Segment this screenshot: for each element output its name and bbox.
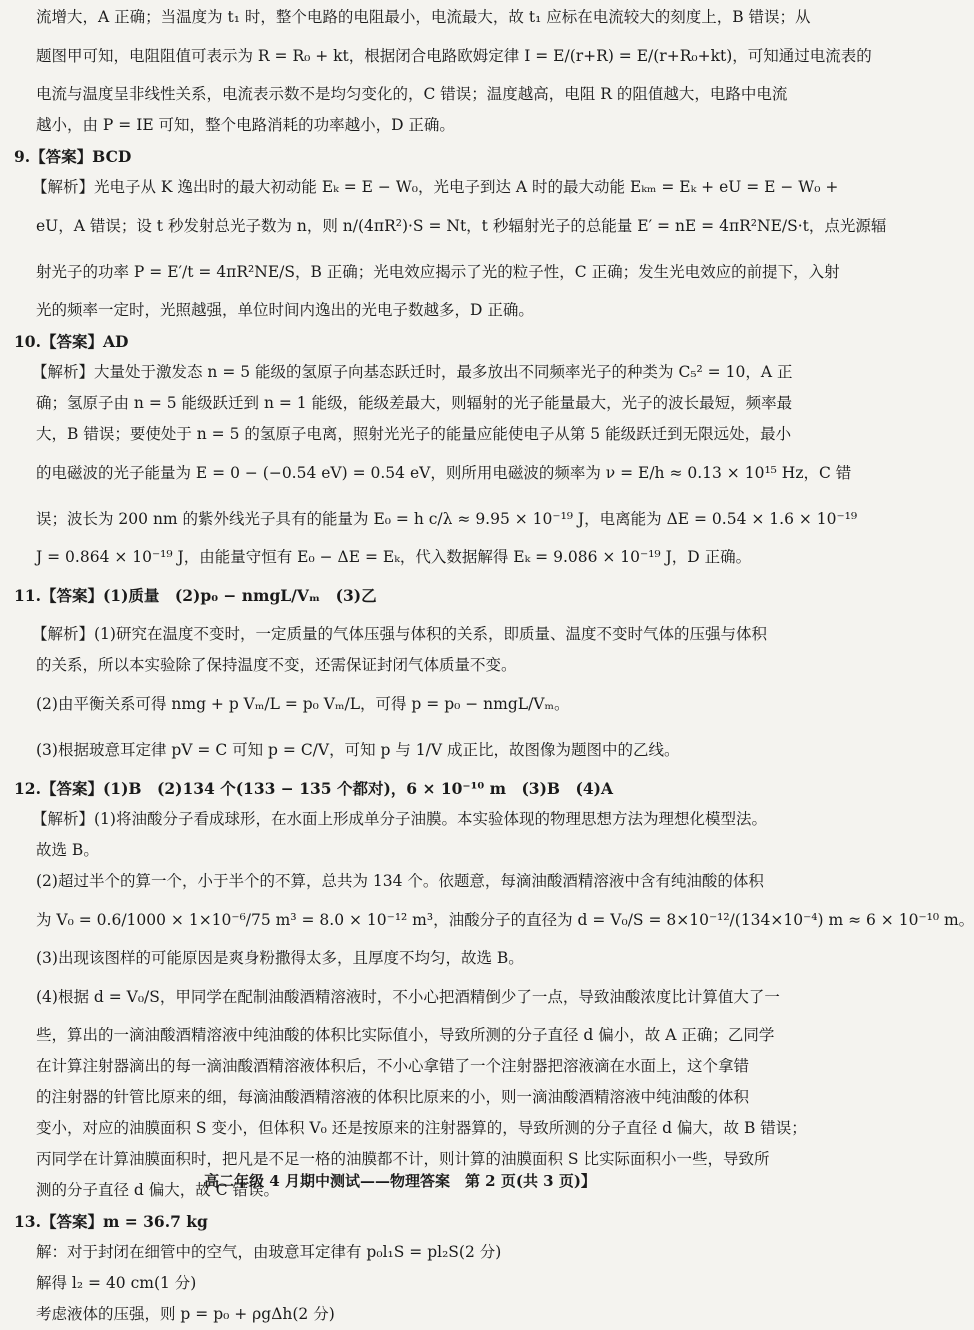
text-line: 丙同学在计算油膜面积时，把凡是不足一格的油膜都不计，则计算的油膜面积 S 比实际面积小一些，导致所 [36, 1150, 770, 1168]
text-line: 【解析】(1)将油酸分子看成球形，在水面上形成单分子油膜。本实验体现的物理思想方法为理想化模型法。 [32, 810, 767, 828]
text-line: 考虑液体的压强，则 p = p₀ + ρgΔh(2 分) [36, 1305, 335, 1323]
text-line: 为 V₀ = 0.6/1000 × 1×10⁻⁶/75 m³ = 8.0 × 10⁻¹² m³，油酸分子的直径为 d = V₀/S = 8×10⁻¹²/(134×10⁻⁴) m ≈ 6 × 10⁻¹⁰ m。 [36, 911, 974, 929]
text-line: (4)根据 d = V₀/S，甲同学在配制油酸酒精溶液时，不小心把酒精倒少了一点，导致油酸浓度比计算值大了一 [36, 988, 780, 1006]
text-line: (3)根据玻意耳定律 pV = C 可知 p = C/V，可知 p 与 1/V 成正比，故图像为题图中的乙线。 [36, 741, 680, 759]
text-line: 误；波长为 200 nm 的紫外线光子具有的能量为 E₀ = h c/λ ≈ 9.95 × 10⁻¹⁹ J，电离能为 ΔE = 0.54 × 1.6 × 10⁻¹⁹ [36, 510, 858, 528]
text-line: 的关系，所以本实验除了保持温度不变，还需保证封闭气体质量不变。 [36, 656, 517, 674]
text-line: 解：对于封闭在细管中的空气，由玻意耳定律有 p₀l₁S = pl₂S(2 分) [36, 1243, 502, 1261]
text-line: 电流与温度呈非线性关系，电流表示数不是均匀变化的，C 错误；温度越高，电阻 R 的阻值越大，电路中电流 [36, 85, 788, 103]
text-line: 些，算出的一滴油酸酒精溶液中纯油酸的体积比实际值小，导致所测的分子直径 d 偏小，故 A 正确；乙同学 [36, 1026, 775, 1044]
text-line: 题图甲可知，电阻阻值可表示为 R = R₀ + kt，根据闭合电路欧姆定律 I = E/(r+R) = E/(r+R₀+kt)，可知通过电流表的 [36, 47, 872, 65]
text-line: 光的频率一定时，光照越强，单位时间内逸出的光电子数越多，D 正确。 [36, 301, 534, 319]
text-line: 【解析】光电子从 K 逸出时的最大初动能 Eₖ = E − W₀，光电子到达 A 时的最大动能 Eₖₘ = Eₖ + eU = E − W₀ + [32, 178, 839, 196]
text-line: 在计算注射器滴出的每一滴油酸酒精溶液体积后，不小心拿错了一个注射器把溶液滴在水面上，这个拿错 [36, 1057, 750, 1075]
question-answer-line: 11.【答案】(1)质量 (2)p₀ − nmgL/Vₘ (3)乙 [14, 586, 377, 605]
question-answer-line: 12.【答案】(1)B (2)134 个(133 − 135 个都对)，6 × 10⁻¹⁰ m (3)B (4)A [14, 779, 613, 798]
text-line: 大，B 错误；要使处于 n = 5 的氢原子电离，照射光光子的能量应能使电子从第 5 能级跃迁到无限远处，最小 [36, 425, 792, 443]
text-line: J = 0.864 × 10⁻¹⁹ J，由能量守恒有 E₀ − ΔE = Eₖ，代入数据解得 Eₖ = 9.086 × 10⁻¹⁹ J，D 正确。 [36, 548, 752, 566]
page-footer: 高二年级 4 月期中测试——物理答案 第 2 页(共 3 页)】 [204, 1172, 596, 1190]
question-answer-line: 9.【答案】BCD [14, 147, 132, 166]
question-answer-line: 10.【答案】AD [14, 332, 129, 351]
text-line: (2)超过半个的算一个，小于半个的不算，总共为 134 个。依题意，每滴油酸酒精溶液中含有纯油酸的体积 [36, 872, 764, 890]
text-line: (3)出现该图样的可能原因是爽身粉撒得太多，且厚度不均匀，故选 B。 [36, 949, 524, 967]
text-line: 射光子的功率 P = E′/t = 4πR²NE/S，B 正确；光电效应揭示了光的粒子性，C 正确；发生光电效应的前提下，入射 [36, 263, 840, 281]
text-line: 的电磁波的光子能量为 E = 0 − (−0.54 eV) = 0.54 eV，则所用电磁波的频率为 ν = E/h ≈ 0.13 × 10¹⁵ Hz，C 错 [36, 464, 852, 482]
text-line: 变小，对应的油膜面积 S 变小，但体积 V₀ 还是按原来的注射器算的，导致所测的分子直径 d 偏大，故 B 错误； [36, 1119, 807, 1137]
text-line: 测的分子直径 d 偏大，故 C 错误。 [36, 1181, 279, 1199]
text-line: 解得 l₂ = 40 cm(1 分) [36, 1274, 197, 1292]
text-line: 越小，由 P = IE 可知，整个电路消耗的功率越小，D 正确。 [36, 116, 455, 134]
text-line: 确；氢原子由 n = 5 能级跃迁到 n = 1 能级，能级差最大，则辐射的光子能量最大，光子的波长最短，频率最 [36, 394, 793, 412]
text-line: 的注射器的针管比原来的细，每滴油酸酒精溶液的体积比原来的小，则一滴油酸酒精溶液中纯油酸的体积 [36, 1088, 750, 1106]
question-answer-line: 13.【答案】m = 36.7 kg [14, 1212, 208, 1231]
text-line: (2)由平衡关系可得 nmg + p Vₘ/L = p₀ Vₘ/L，可得 p = p₀ − nmgL/Vₘ。 [36, 695, 570, 713]
answer-body [14, 2, 974, 1330]
text-line: 故选 B。 [36, 841, 99, 859]
text-line: eU，A 错误；设 t 秒发射总光子数为 n，则 n/(4πR²)·S = Nt，t 秒辐射光子的总能量 E′ = nE = 4πR²NE/S·t，点光源辐 [36, 217, 887, 235]
text-line: 【解析】(1)研究在温度不变时，一定质量的气体压强与体积的关系，即质量、温度不变时气体的压强与体积 [32, 625, 767, 643]
text-line: 流增大，A 正确；当温度为 t₁ 时，整个电路的电阻最小，电流最大，故 t₁ 应标在电流较大的刻度上，B 错误；从 [36, 8, 811, 26]
text-line: 【解析】大量处于激发态 n = 5 能级的氢原子向基态跃迁时，最多放出不同频率光子的种类为 C₅² = 10，A 正 [32, 363, 793, 381]
